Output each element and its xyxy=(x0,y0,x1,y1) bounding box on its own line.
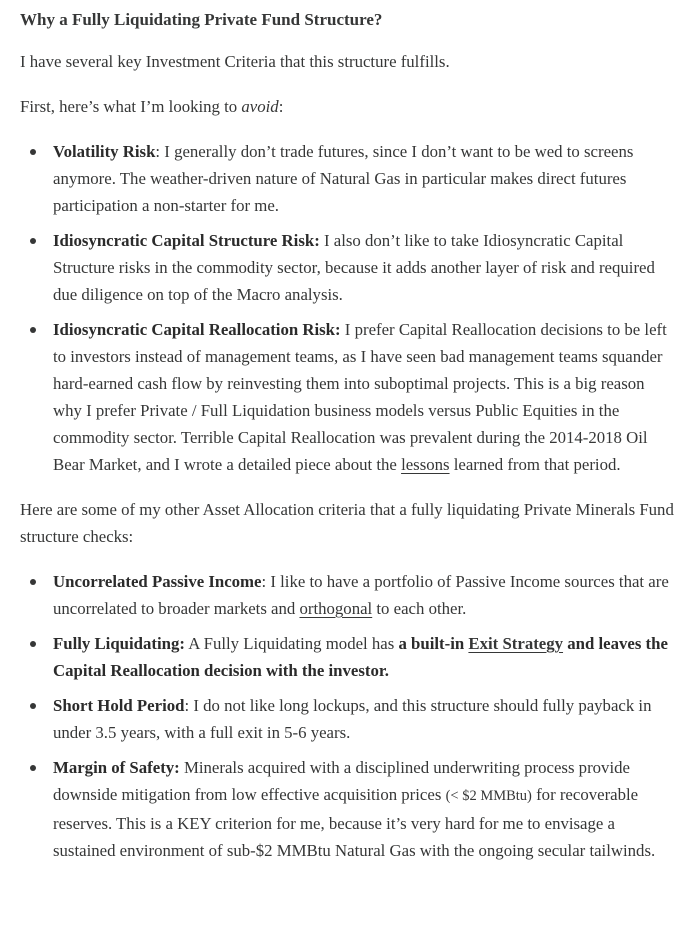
list-item-term-colon: : xyxy=(184,696,190,715)
avoid-intro-paragraph xyxy=(20,93,674,120)
criteria-list xyxy=(20,568,674,864)
section-heading: Why a Fully Liquidating Private Fund Structure? xyxy=(20,10,383,29)
list-item-term-colon: : xyxy=(155,142,161,161)
list-item-capital-structure-risk xyxy=(53,227,674,308)
list-item-text: Minerals acquired with a disciplined underwriting process provide downside mitigation from low effective acquisition prices xyxy=(53,758,630,804)
list-item-margin-of-safety xyxy=(53,754,674,864)
list-item-term-colon: : xyxy=(261,572,267,591)
orthogonal-link[interactable]: orthogonal xyxy=(299,599,373,618)
list-item-text: I do not like long lockups, and this structure should fully payback in under 3.5 years, with a full exit in 5-6 years. xyxy=(53,696,652,742)
list-item-text-end: learned from that period. xyxy=(449,455,621,474)
list-item-short-hold-period xyxy=(53,692,674,746)
avoid-emphasis: avoid xyxy=(241,97,279,116)
lessons-link[interactable]: lessons xyxy=(401,455,450,474)
list-item-text: I prefer Capital Reallocation decisions to be left to investors instead of management teams, as I have seen bad management teams squander hard-earned cash flow by reinvesting them into suboptimal projects. This is a big reason why I prefer Private / Full Liquidation business models versus Public Equities in the commodity sector. Terrible Capital Reallocation was prevalent during the 2014-2018 Oil Bear Market, and I wrote a detailed piece about the xyxy=(53,320,667,474)
list-item-capital-reallocation-risk xyxy=(53,316,674,478)
list-item-text: I also don’t like to take Idiosyncratic Capital Structure risks in the commodity sector, because it adds another layer of risk and required due diligence on top of the Macro analysis. xyxy=(53,231,655,304)
list-item-term: Idiosyncratic Capital Reallocation Risk: xyxy=(53,320,341,339)
list-item-term: Short Hold Period xyxy=(53,696,185,715)
price-threshold-small: (< $2 MMBtu) xyxy=(445,788,532,804)
list-item-text-end: for recoverable reserves. This is a KEY criterion for me, because it’s very hard for me to envisage a sustained environment of sub-$2 MMBtu Natural Gas with the ongoing secular tailwinds. xyxy=(53,785,656,860)
list-item-volatility-risk xyxy=(53,138,674,219)
exit-strategy-link[interactable]: Exit Strategy xyxy=(468,634,564,653)
criteria-intro-paragraph: Here are some of my other Asset Allocation criteria that a fully liquidating Private Minerals Fund structure checks: xyxy=(20,500,674,546)
list-item-term: Margin of Safety: xyxy=(53,758,180,777)
avoid-list xyxy=(20,138,674,478)
list-item-text: A Fully Liquidating model has xyxy=(184,634,399,653)
intro-paragraph: I have several key Investment Criteria that this structure fulfills. xyxy=(20,52,450,71)
list-item-text-end: to each other. xyxy=(372,599,467,618)
list-item-term: Idiosyncratic Capital Structure Risk: xyxy=(53,231,320,250)
list-item-term: Uncorrelated Passive Income xyxy=(53,572,262,591)
list-item-text: I generally don’t trade futures, since I don’t want to be wed to screens anymore. The weather-driven nature of Natural Gas in particular makes direct futures participation a non-starter for me. xyxy=(53,142,634,215)
bold-text-start: a built-in xyxy=(398,634,469,653)
list-item-term: Volatility Risk xyxy=(53,142,156,161)
list-item-fully-liquidating xyxy=(53,630,674,684)
list-item-text: I like to have a portfolio of Passive Income sources that are uncorrelated to broader markets and xyxy=(53,572,669,618)
list-item-term: Fully Liquidating: xyxy=(53,634,185,653)
list-item-uncorrelated-income xyxy=(53,568,674,622)
avoid-intro-text: First, here’s what I’m looking to xyxy=(20,97,242,116)
bold-text-end: and leaves the Capital Reallocation decision with the investor. xyxy=(53,634,668,680)
avoid-intro-colon: : xyxy=(278,97,284,116)
